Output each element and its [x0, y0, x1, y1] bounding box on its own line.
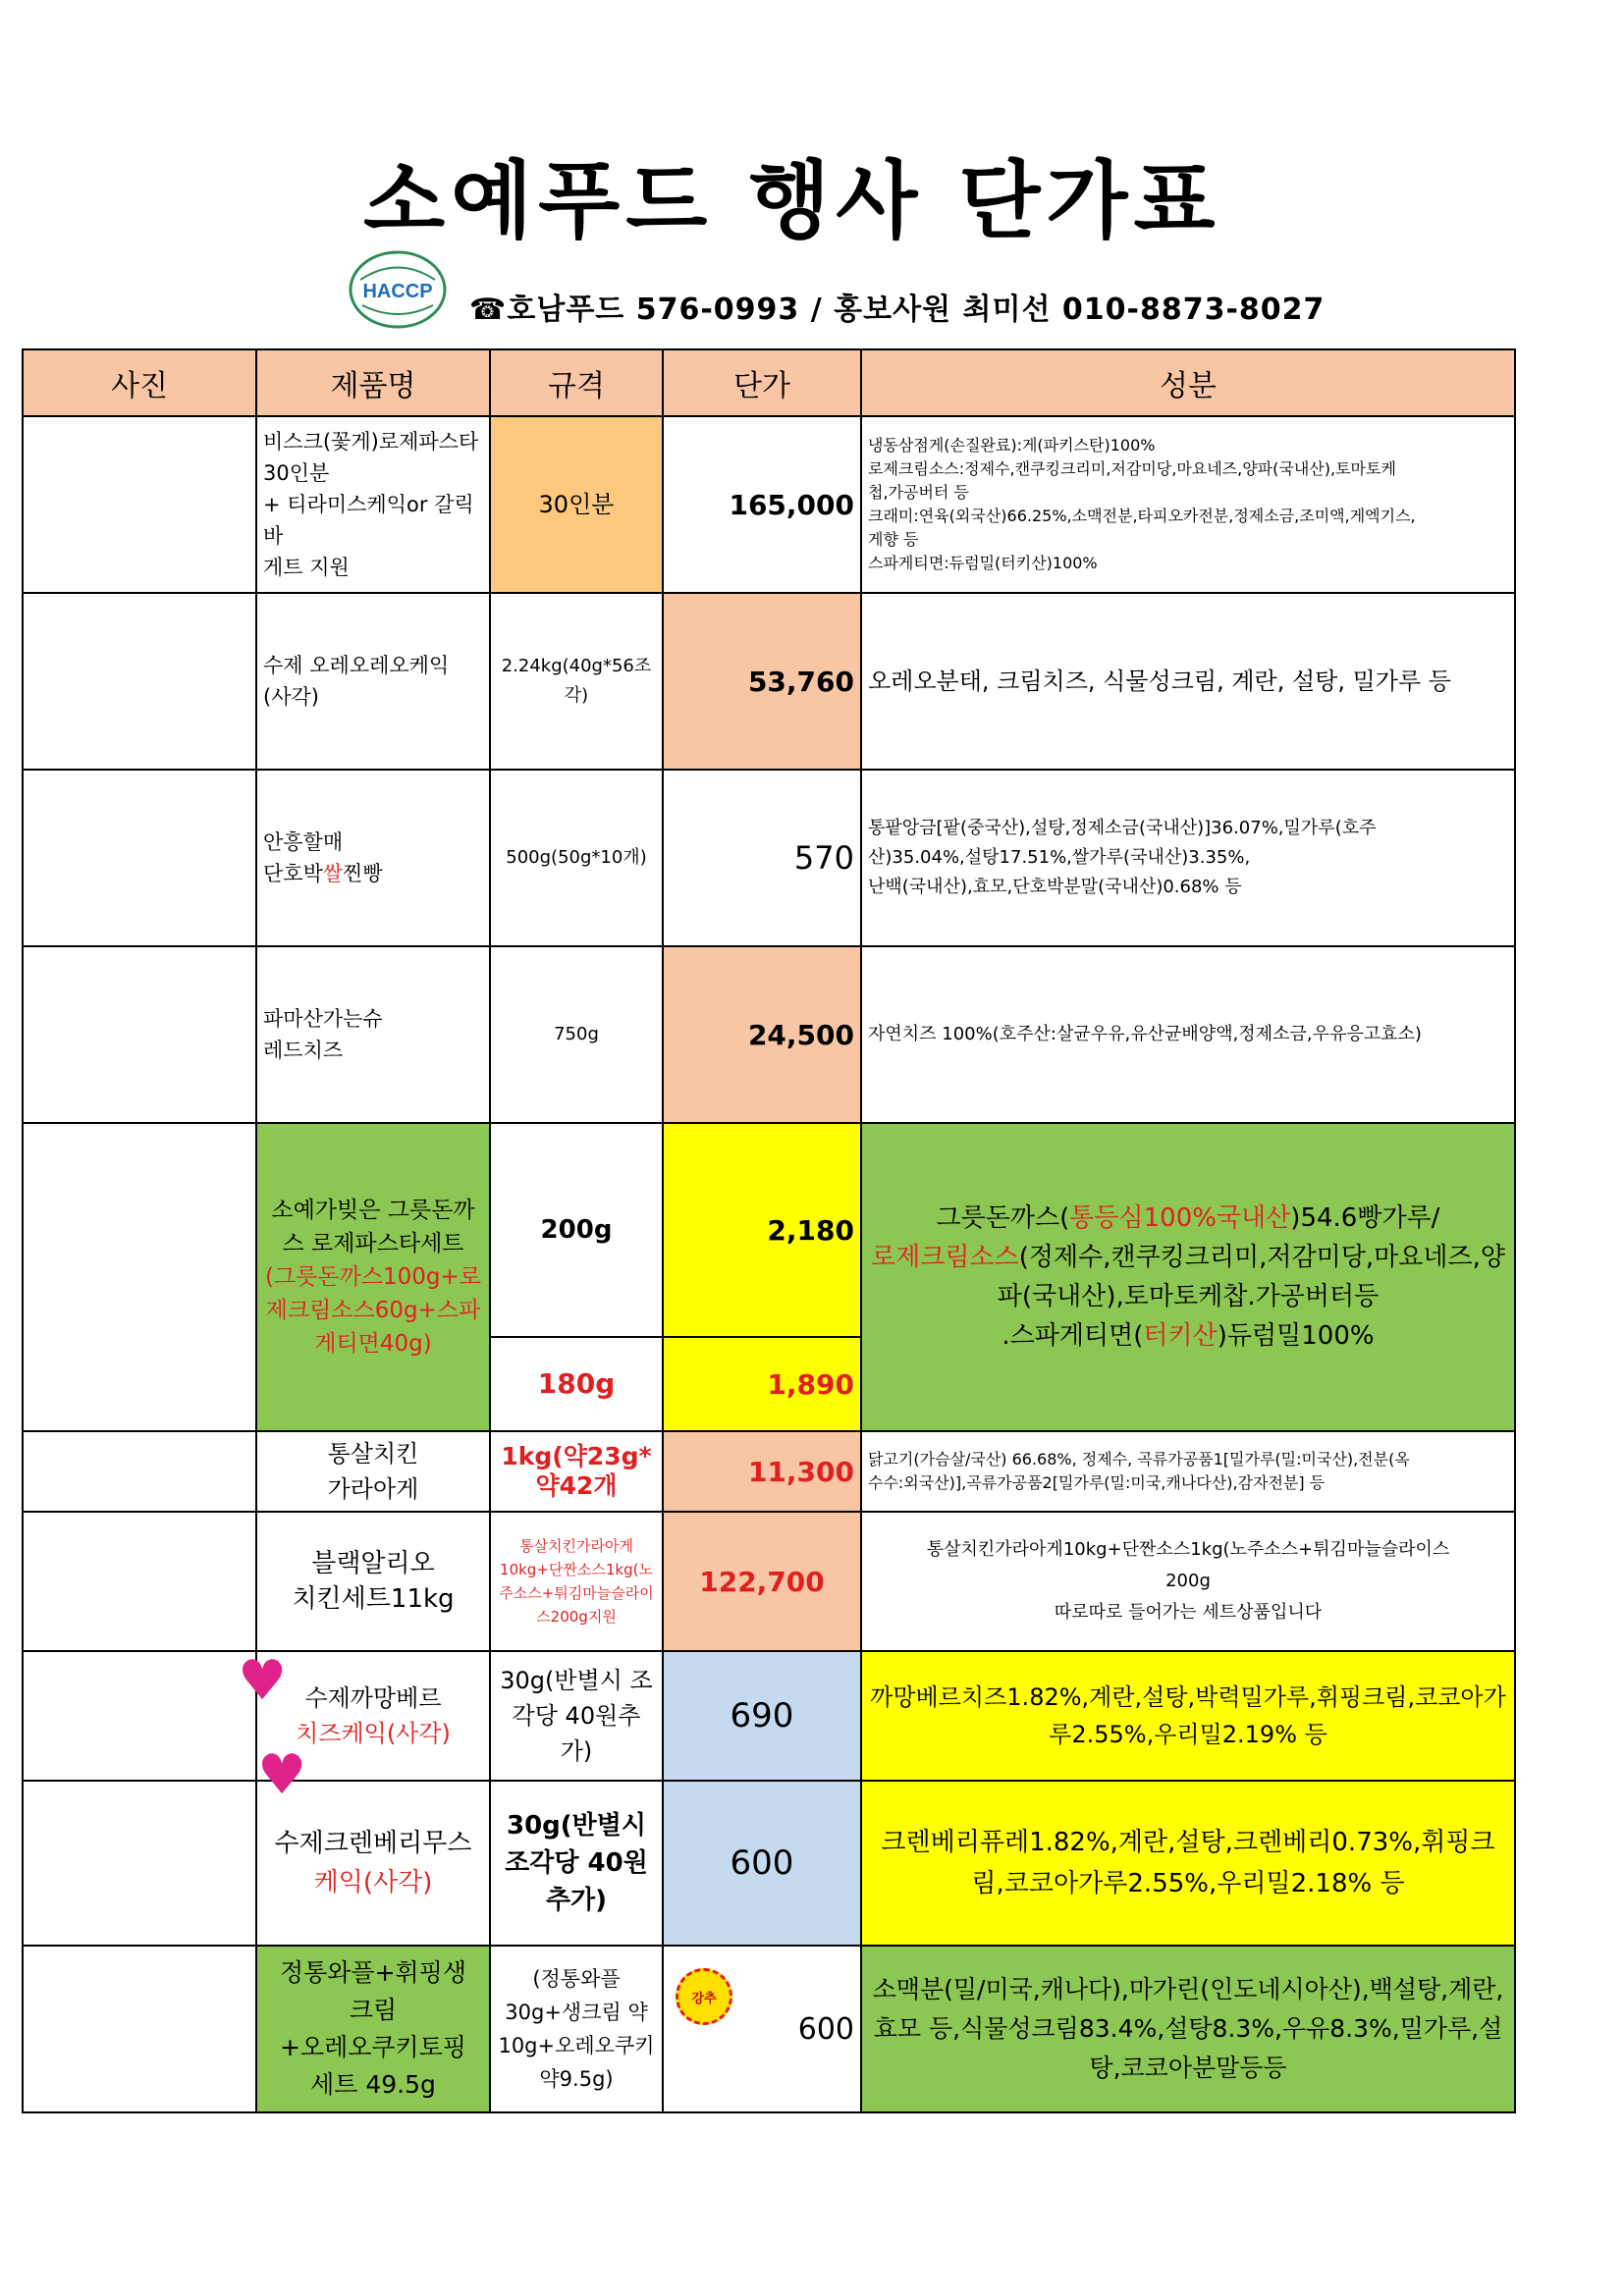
col-header-photo: 사진: [23, 349, 256, 416]
product-composition: 오레오분태, 크림치즈, 식물성크림, 계란, 설탕, 밀가루 등: [861, 593, 1515, 770]
product-spec: 1kg(약23g*약42개: [490, 1431, 663, 1512]
product-composition: 닭고기(가슴살/국산) 66.68%, 정제수, 곡류가공품1[밀가루(밀:미국산),전분(옥 수수:외국산)],곡류가공품2[밀가루(밀:미국,캐나다산),감자전분] 등: [861, 1431, 1515, 1512]
col-header-name: 제품명: [256, 349, 490, 416]
product-price: 690: [663, 1651, 861, 1781]
product-name: 통살치킨 가라아게: [256, 1431, 490, 1512]
table-row: [23, 1946, 1515, 2112]
product-photo: [23, 1651, 256, 1781]
product-composition: 냉동삼점게(손질완료):게(파키스탄)100% 로제크림소스:정제수,캔쿠킹크리미,저감미당,마요네즈,양파(국내산),토마토케 첩,가공버터 등 크래미:연육(외국산)66.25%,소맥전분,타피오카전분,정제소금,조미액,게엑기스, 게향 등 스파게티면:듀럼밀(터키산)100%: [861, 416, 1515, 593]
svg-text:HACCP: HACCP: [362, 281, 433, 302]
heart-icon: ♥: [238, 1649, 288, 1713]
product-price: 53,760: [663, 593, 861, 770]
product-spec: 통살치킨가라아게10kg+단짠소스1kg(노주소스+튀김마늘슬라이스200g지원: [490, 1512, 663, 1651]
product-price: 2,180: [663, 1123, 861, 1337]
product-composition: 통팥앙금[팥(중국산),설탕,정제소금(국내산)]36.07%,밀가루(호주 산)35.04%,설탕17.51%,쌀가루(국내산)3.35%, 난백(국내산),효모,단호박분말(국내산)0.68% 등: [861, 770, 1515, 946]
price-table: [22, 348, 1516, 2113]
product-price: 600: [663, 1781, 861, 1946]
product-price: 570: [663, 770, 861, 946]
product-composition: 그릇돈까스(통등심100%국내산)54.6빵가루/ 로제크림소스(정제수,캔쿠킹크리미,저감미당,마요네즈,양파(국내산),토마토케찹.가공버터등 .스파게티면(터키산)듀럼밀100%: [861, 1123, 1515, 1431]
product-price: 122,700: [663, 1512, 861, 1651]
product-name: 수제 오레오레오케익 (사각): [256, 593, 490, 770]
table-row: [23, 1512, 1515, 1651]
product-name: 블랙알리오 치킨세트11kg: [256, 1512, 490, 1651]
product-spec: 30인분: [490, 416, 663, 593]
product-spec: 750g: [490, 946, 663, 1123]
table-row: [23, 593, 1515, 770]
product-photo: [23, 1512, 256, 1651]
product-name: 안흥할매 단호박쌀찐빵: [256, 770, 490, 946]
page-title: 소예푸드 행사 단가표: [363, 152, 1221, 250]
product-spec: 30g(반별시 조각당 40원 추가): [490, 1781, 663, 1946]
product-name: ♥ 수제까망베르 치즈케익(사각): [256, 1651, 490, 1781]
table-row: [23, 1431, 1515, 1512]
product-photo: [23, 1781, 256, 1946]
col-header-composition: 성분: [861, 349, 1515, 416]
table-row: [23, 1651, 1515, 1781]
product-composition: 까망베르치즈1.82%,계란,설탕,박력밀가루,휘핑크림,코코아가루2.55%,우리밀2.19% 등: [861, 1651, 1515, 1781]
product-name: 소예가빚은 그릇돈까 스 로제파스타세트 (그릇돈까스100g+로제크림소스60g+스파게티면40g): [256, 1123, 490, 1431]
table-row: [23, 770, 1515, 946]
heart-icon: ♥: [257, 1743, 307, 1807]
product-spec: 500g(50g*10개): [490, 770, 663, 946]
product-photo: [23, 416, 256, 593]
product-spec: (정통와플 30g+생크림 약 10g+오레오쿠키 약9.5g): [490, 1946, 663, 2112]
table-header-row: [23, 349, 1515, 416]
product-photo: [23, 1431, 256, 1512]
product-photo: [23, 593, 256, 770]
recommend-badge: 강추: [676, 1968, 732, 2025]
product-name: 파마산가는슈 레드치즈: [256, 946, 490, 1123]
col-header-price: 단가: [663, 349, 861, 416]
product-spec: 30g(반별시 조각당 40원추가): [490, 1651, 663, 1781]
product-spec: 2.24kg(40g*56조각): [490, 593, 663, 770]
product-name: 정통와플+휘핑생 크림 +오레오쿠키토핑 세트 49.5g: [256, 1946, 490, 2112]
product-name: 비스크(꽃게)로제파스타 30인분 + 티라미스케익or 갈릭바 게트 지원: [256, 416, 490, 593]
product-name: ♥ 수제크렌베리무스 케익(사각): [256, 1781, 490, 1946]
table-row: [23, 946, 1515, 1123]
table-row: [23, 416, 1515, 593]
product-price: 강추 600: [663, 1946, 861, 2112]
product-composition: 크렌베리퓨레1.82%,계란,설탕,크렌베리0.73%,휘핑크림,코코아가루2.55%,우리밀2.18% 등: [861, 1781, 1515, 1946]
product-spec-alt: 180g: [490, 1337, 663, 1431]
col-header-spec: 규격: [490, 349, 663, 416]
product-composition: 자연치즈 100%(호주산:살균우유,유산균배양액,정제소금,우유응고효소): [861, 946, 1515, 1123]
product-price: 11,300: [663, 1431, 861, 1512]
product-price: 24,500: [663, 946, 861, 1123]
product-photo: [23, 1123, 256, 1431]
haccp-logo: [349, 250, 447, 329]
product-spec: 200g: [490, 1123, 663, 1337]
table-row: [23, 1781, 1515, 1946]
product-photo: [23, 946, 256, 1123]
contact-info: ☎호남푸드 576-0993 / 홍보사원 최미선 010-8873-8027: [469, 293, 1326, 327]
table-row: [23, 1123, 1515, 1337]
product-photo: [23, 770, 256, 946]
product-photo: [23, 1946, 256, 2112]
product-price: 165,000: [663, 416, 861, 593]
product-price-alt: 1,890: [663, 1337, 861, 1431]
product-composition: 통살치킨가라아게10kg+단짠소스1kg(노주소스+튀김마늘슬라이스 200g 따로따로 들어가는 세트상품입니다: [861, 1512, 1515, 1651]
product-composition: 소맥분(밀/미국,캐나다),마가린(인도네시아산),백설탕,계란,효모 등,식물성크림83.4%,설탕8.3%,우유8.3%,밀가루,설탕,코코아분말등등: [861, 1946, 1515, 2112]
